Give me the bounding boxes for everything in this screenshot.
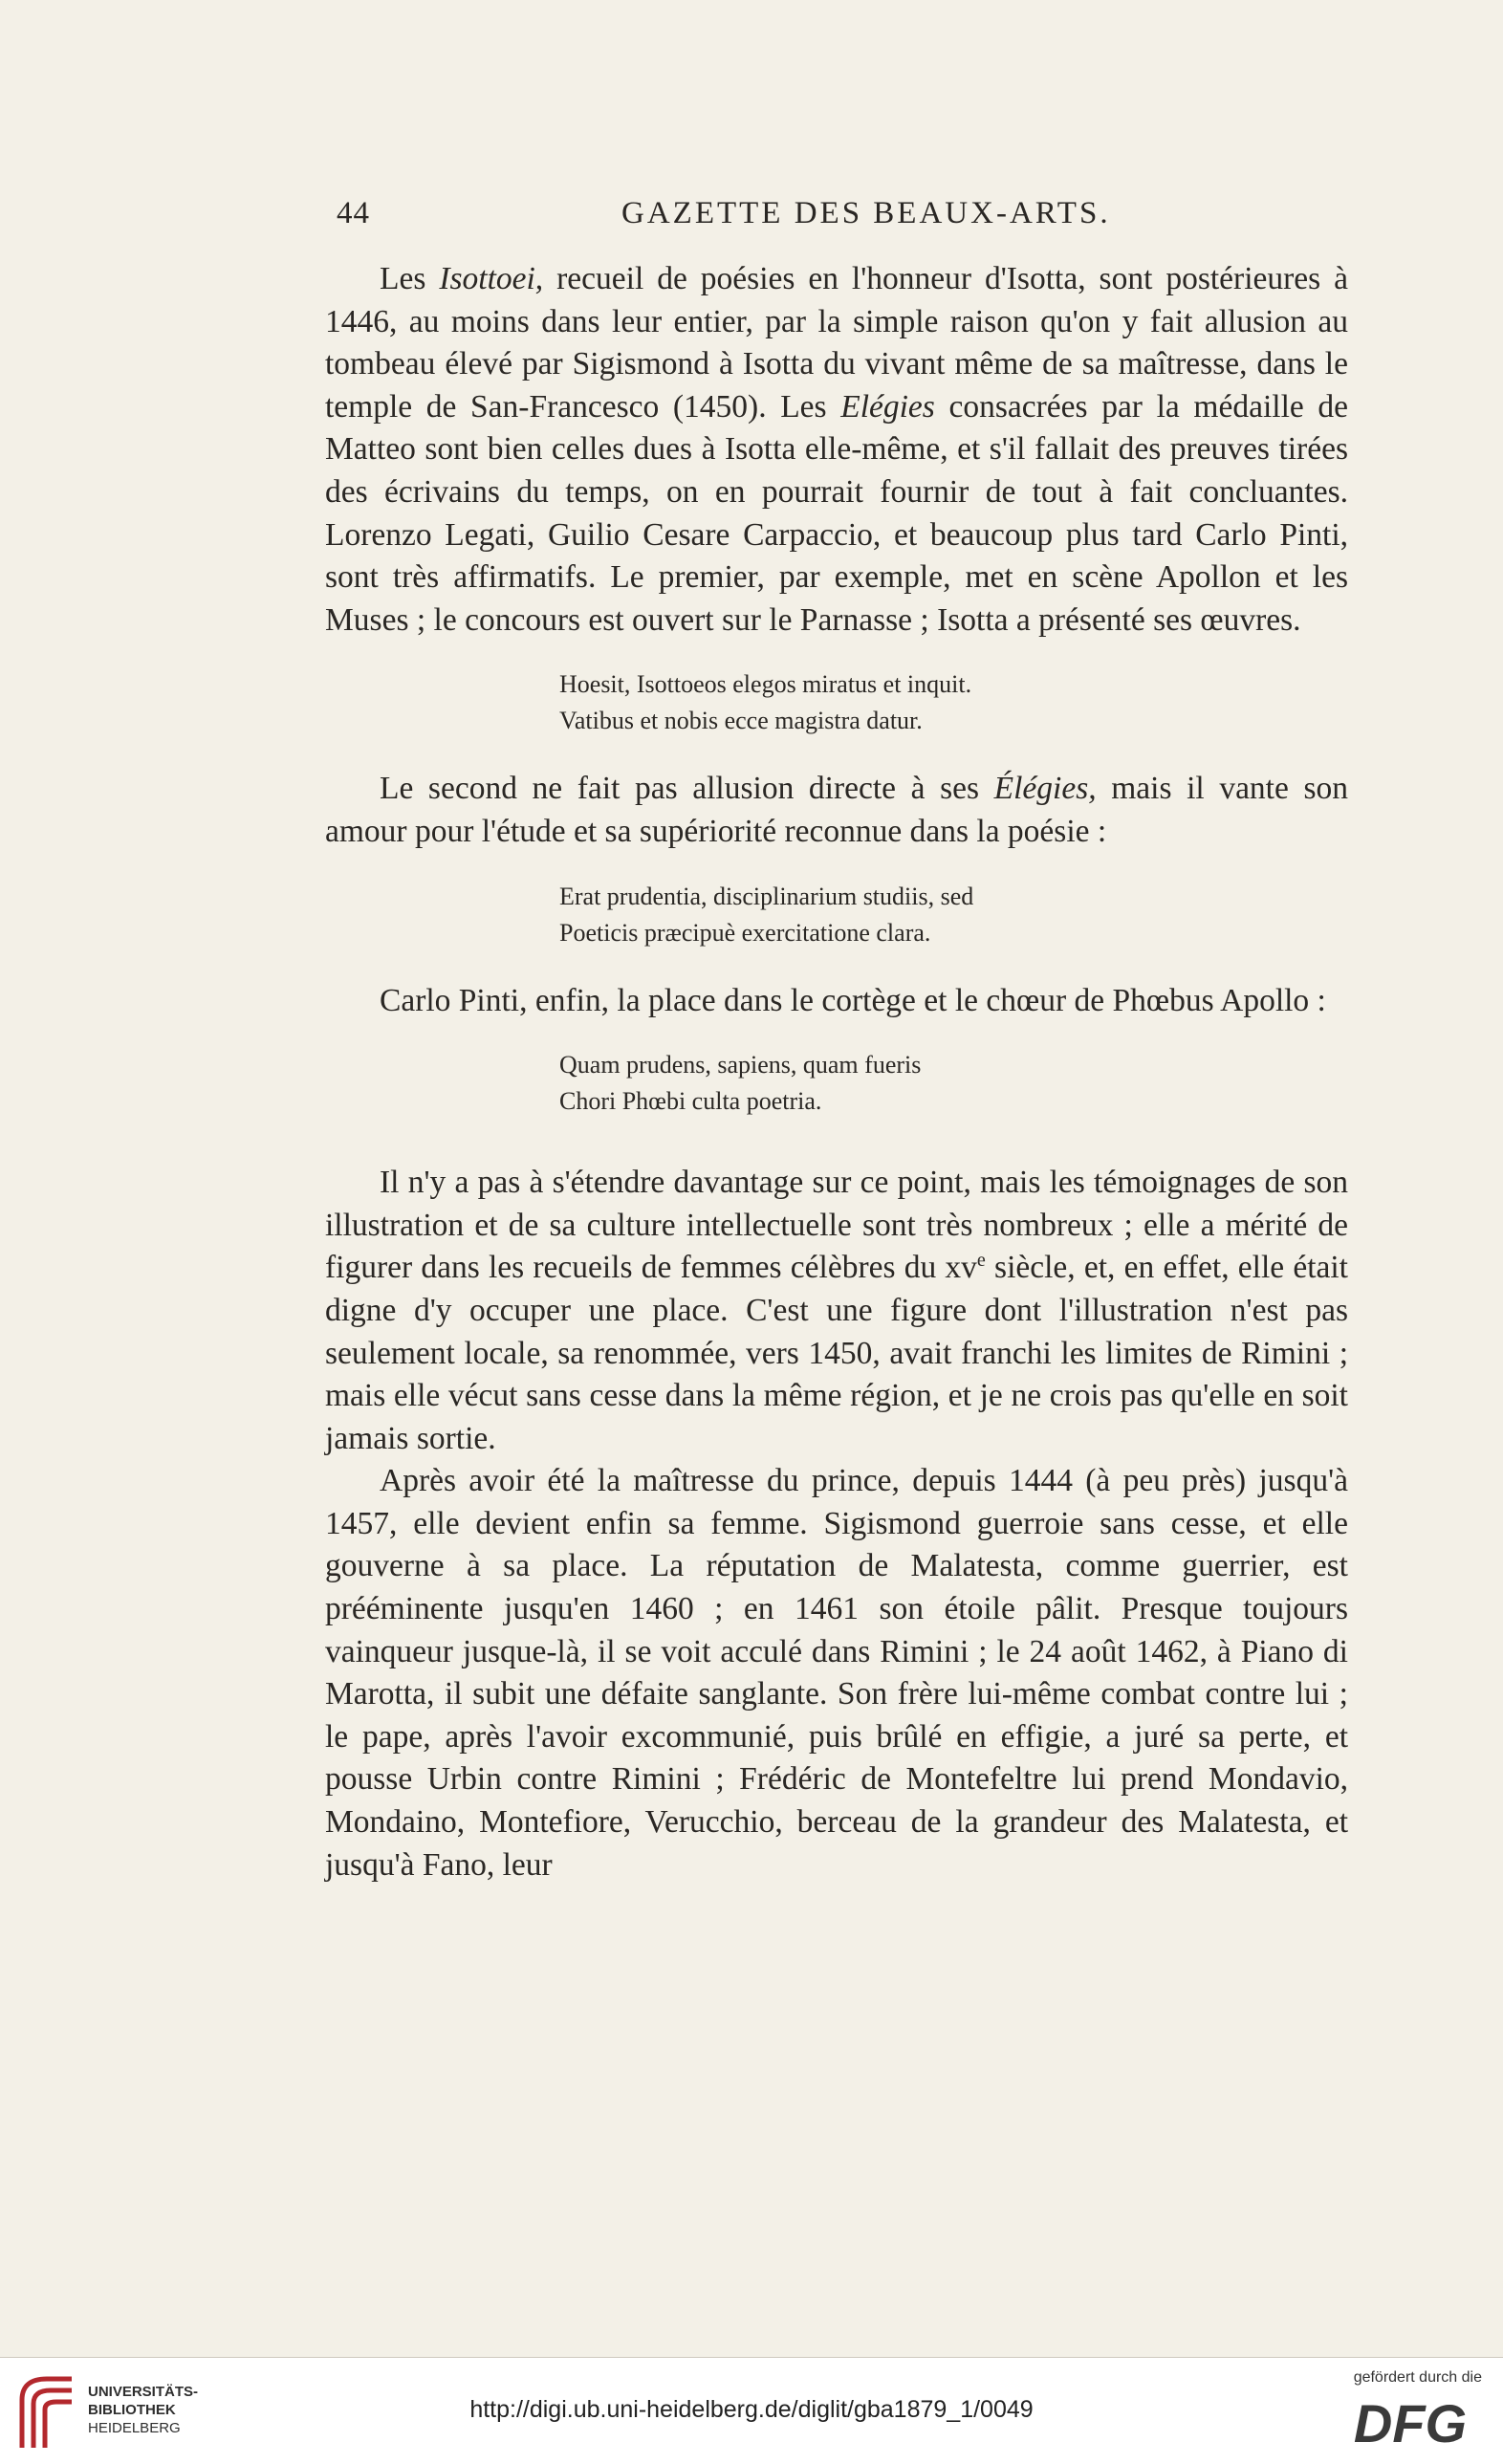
verse-line: Quam prudens, sapiens, quam fueris [559, 1051, 922, 1079]
paragraph-3: Carlo Pinti, enfin, la place dans le cortège et le chœur de Phœbus Apollo : [380, 982, 1326, 1018]
italic-title: Élégies, [993, 771, 1097, 807]
page-body [325, 258, 1348, 1886]
paragraph-5: Après avoir été la maîtresse du prince, depuis 1444 (à peu près) jusqu'à 1457, elle devient enfin sa femme. Sigismond guerroie sans cesse, et elle gouverne à sa place. La réputation de Malatesta, comme guerrier, est prééminente jusqu'en 1460 ; en 1461 son étoile pâlit. Presque toujours vainqueur jusque-là, il se voit acculé dans Rimini ; le 24 août 1462, à Piano di Marotta, il subit une défaite sanglante. Son frère lui-même combat contre lui ; le pape, après l'avoir excommunié, puis brûlé en effigie, a juré sa perte, et pousse Urbin contre Rimini ; Frédéric de Montefeltre lui prend Mondavio, Mondaino, Montefiore, Verucchio, berceau de la grandeur des Malatesta, et jusqu'à Fano, leur [325, 1463, 1348, 1883]
text-run: recueil de poésies en l'honneur d'Isotta, sont postérieures à 1446, au moins dans leur entier, par la simple raison qu'on y fait allusion au tombeau élevé par Sigismond à Isotta du vivant même de sa maîtresse, dans le temple de San-Francesco (1450). Les [325, 261, 1348, 425]
verse-line: Hoesit, Isottoeos elegos miratus et inquit. [559, 670, 972, 699]
italic-title: Isottoei, [439, 261, 544, 296]
running-title: GAZETTE DES BEAUX-ARTS. [621, 196, 1111, 230]
dfg-logo-icon [1339, 2392, 1482, 2450]
verse-quote-1 [559, 666, 1348, 739]
verse-line: Chori Phœbi culta poetria. [559, 1087, 822, 1116]
verse-line: Erat prudentia, disciplinarium studiis, sed [559, 882, 974, 910]
dfg-logo-text: DFG [1353, 2393, 1468, 2450]
paragraph-1 [325, 258, 1348, 642]
digitization-footer [0, 2357, 1503, 2464]
source-url-link[interactable]: http://digi.ub.uni-heidelberg.de/diglit/gba1879_1/0049 [469, 2396, 1034, 2423]
paragraph-2 [325, 768, 1348, 853]
library-name-line: UNIVERSITÄTS- [88, 2384, 199, 2400]
funded-by-label: gefördert durch die [1353, 2369, 1482, 2386]
text-run: Le second ne fait pas allusion directe à ses [380, 771, 994, 807]
text-run: siècle, et, en effet, elle était digne d'y occuper une place. C'est une figure dont l'illustration n'est pas seulement locale, sa renommée, vers 1450, avait franchi les limites de Rimini ; mais elle vécut sans cesse dans la même région, et je ne crois pas qu'elle en soit jamais sortie. [325, 1250, 1348, 1456]
page-number: 44 [337, 196, 370, 230]
library-name-line: BIBLIOTHEK [88, 2402, 176, 2418]
paragraph-4 [325, 1162, 1348, 1460]
library-name-line: HEIDELBERG [88, 2420, 181, 2436]
verse-line: Poeticis præcipuè exercitatione clara. [559, 918, 931, 947]
verse-quote-2 [559, 879, 1348, 951]
verse-line: Vatibus et nobis ecce magistra datur. [559, 707, 923, 735]
text-run: Les [380, 261, 440, 296]
text-run: consacrées par la médaille de Matteo sont bien celles dues à Isotta elle-même, et s'il fallait des preuves tirées des écrivains du temps, on en pourrait fournir de tout à fait concluantes. Lorenzo Legati, Guilio Cesare Carpaccio, et beaucoup plus tard Carlo Pinti, sont très affirmatifs. Le premier, par exemple, met en scène Apollon et les Muses ; le concours est ouvert sur le Parnasse ; Isotta a présenté ses œuvres. [325, 388, 1349, 638]
verse-quote-3 [559, 1047, 1348, 1120]
superscript: e [976, 1250, 986, 1272]
italic-title: Elégies [840, 388, 935, 425]
page-header [325, 196, 1358, 244]
text-run: Il n'y a pas à s'étendre davantage sur ce point, mais les témoignages de son illustration et de sa culture intellectuelle sont très nombreux ; elle a mérité de figurer dans les recueils de femmes célèbres du xv [325, 1165, 1348, 1286]
text-run: mais il vante son amour pour l'étude et sa supériorité reconnue dans la poésie : [325, 771, 1348, 849]
